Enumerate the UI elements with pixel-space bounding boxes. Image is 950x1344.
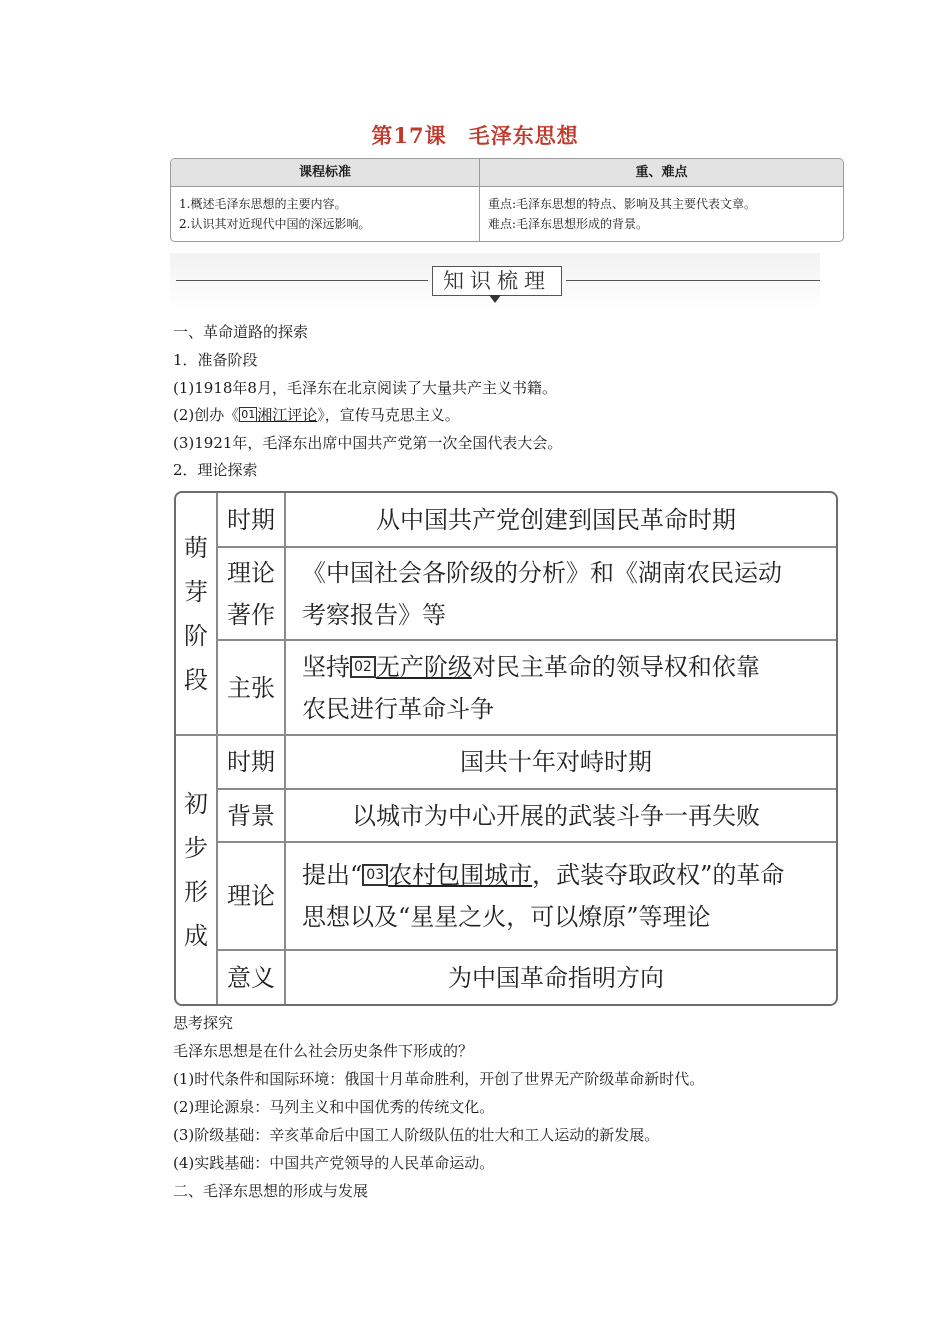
row-label: 理论 (227, 882, 275, 910)
answer-item: (4)实践基础：中国共产党领导的人民革命运动。 (173, 1154, 495, 1172)
key-point-line: 重点:毛泽东思想的特点、影响及其主要代表文章。 (488, 197, 757, 211)
row-content: 国共十年对峙时期 (460, 748, 652, 776)
standard-content (171, 187, 480, 241)
blank-number: 03 (362, 864, 388, 886)
lesson-name: 毛泽东思想 (468, 123, 579, 148)
answer-item: (3)阶级基础：辛亥革命后中国工人阶级队伍的壮大和工人运动的新发展。 (173, 1126, 660, 1144)
row-label: 时期 (227, 748, 275, 776)
stage-initial-formation: 初 步 形 成 (184, 790, 208, 950)
divider (176, 280, 428, 281)
course-standard-box (170, 158, 844, 242)
row-label: 理论 著作 (227, 558, 275, 629)
lesson-number: 第17课 (371, 123, 447, 148)
subheading: 1．准备阶段 (173, 351, 258, 369)
row-content: 坚持 02 无产阶级对民主革命的领导权和依靠 农民进行革命斗争 (302, 652, 760, 723)
section-heading: 一、革命道路的探索 (173, 323, 309, 341)
key-points-header: 重、难点 (635, 165, 688, 180)
row-label: 意义 (227, 963, 275, 992)
row-label: 背景 (227, 801, 275, 830)
section-heading: 二、毛泽东思想的形成与发展 (173, 1182, 369, 1200)
answer-item: (2)理论源泉：马列主义和中国优秀的传统文化。 (173, 1098, 495, 1116)
standard-header: 课程标准 (171, 159, 480, 186)
row-label: 时期 (227, 505, 275, 534)
answer-item: (1)时代条件和国际环境：俄国十月革命胜利，开创了世界无产阶级革命新时代。 (173, 1070, 705, 1088)
row-content: 《中国社会各阶级的分析》和《湖南农民运动 考察报告》等 (302, 558, 782, 629)
banner-label: 知识梳理 (432, 266, 562, 296)
paragraph: (2)创办《 01 湘江评论》，宣传马克思主义。 (173, 406, 460, 424)
stage-sprout: 萌 芽 阶 段 (184, 533, 208, 694)
fill-answer: 农村包围城市 (388, 861, 533, 889)
blank-number: 02 (350, 656, 376, 678)
row-label: 主张 (227, 673, 275, 702)
divider (566, 280, 820, 281)
fill-answer: 无产阶级 (375, 652, 472, 681)
difficulty-line: 难点:毛泽东思想形成的背景。 (488, 217, 649, 231)
paragraph: (1)1918年8月，毛泽东在北京阅读了大量共产主义书籍。 (173, 379, 557, 397)
key-points-content (480, 187, 843, 241)
row-content: 提出“ 03 农村包围城市，武装夺取政权”的革命 思想以及“星星之火，可以燎原”等理论 (302, 861, 785, 931)
think-heading: 思考探究 (173, 1014, 234, 1032)
pointer-triangle-icon (489, 295, 501, 303)
theory-table (174, 491, 838, 1006)
row-content: 从中国共产党创建到国民革命时期 (376, 505, 736, 534)
row-content: 为中国革命指明方向 (448, 963, 664, 992)
paragraph: (3)1921年，毛泽东出席中国共产党第一次全国代表大会。 (173, 434, 563, 452)
blank-number: 01 (241, 408, 256, 421)
knowledge-banner (170, 253, 820, 311)
fill-answer: 湘江评论 (257, 406, 318, 424)
standard-line: 2.认识其对近现代中国的深远影响。 (179, 217, 371, 231)
question: 毛泽东思想是在什么社会历史条件下形成的？ (173, 1042, 474, 1060)
standard-line: 1.概述毛泽东思想的主要内容。 (179, 197, 347, 211)
subheading: 2．理论探索 (173, 461, 258, 479)
row-content: 以城市为中心开展的武装斗争一再失败 (352, 801, 760, 830)
page-title (0, 120, 950, 150)
